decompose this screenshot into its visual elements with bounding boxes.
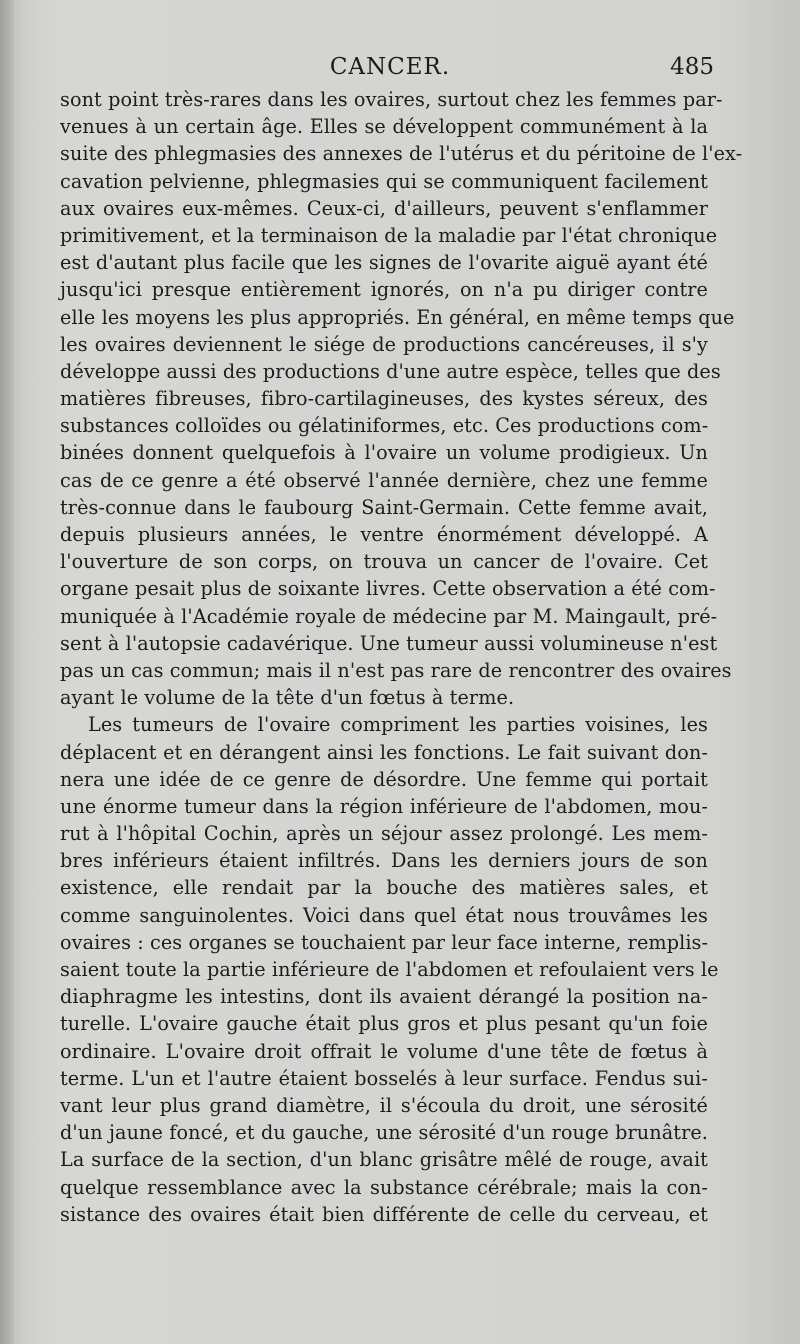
text-line: venues à un certain âge. Elles se développent communément à la [60,115,708,139]
page-number: 485 [670,54,714,80]
text-line: sent à l'autopsie cadavérique. Une tumeur aussi volumineuse n'est [60,631,718,655]
text-line: d'un jaune foncé, et du gauche, une sérosité d'un rouge brunâtre. [60,1121,708,1145]
text-line: sistance des ovaires était bien différente de celle du cerveau, et [60,1202,708,1226]
text-line: terme. L'un et l'autre étaient bosselés à leur surface. Fendus sui- [60,1066,708,1090]
text-line: jusqu'ici presque entièrement ignorés, on n'a pu diriger contre [60,278,708,302]
text-line: cavation pelvienne, phlegmasies qui se communiquent facilement [60,169,708,193]
text-line: nera une idée de ce genre de désordre. Une femme qui portait [60,767,708,791]
running-head: CANCER. [329,54,451,80]
text-line: cas de ce genre a été observé l'année dernière, chez une femme [60,468,708,492]
text-line: binées donnent quelquefois à l'ovaire un volume prodigieux. Un [60,441,708,465]
text-line: saient toute la partie inférieure de l'abdomen et refoulaient vers le [60,958,719,981]
text-line: ordinaire. L'ovaire droit offrait le volume d'une tête de fœtus à [60,1039,708,1063]
text-line: développe aussi des productions d'une autre espèce, telles que des [60,359,721,383]
text-line: diaphragme les intestins, dont ils avaient dérangé la position na- [60,985,708,1009]
text-line: l'ouverture de son corps, on trouva un cancer de l'ovaire. Cet [60,550,708,574]
body-text [60,86,743,1228]
text-line: depuis plusieurs années, le ventre énormément développé. A [60,523,708,546]
text-line: quelque ressemblance avec la substance cérébrale; mais la con- [60,1175,708,1199]
text-line: turelle. L'ovaire gauche était plus gros et plus pesant qu'un foie [60,1012,708,1036]
text-line: ovaires : ces organes se touchaient par leur face interne, remplis- [60,930,709,954]
text-line: une énorme tumeur dans la région inférieure de l'abdomen, mou- [60,794,708,818]
page-gutter [0,0,14,1344]
text-line: suite des phlegmasies des annexes de l'utérus et du péritoine de l'ex- [60,142,743,166]
text-line: sont point très-rares dans les ovaires, surtout chez les femmes par- [60,88,723,111]
text-line: comme sanguinolentes. Voici dans quel état nous trouvâmes les [60,903,708,927]
text-line: est d'autant plus facile que les signes de l'ovarite aiguë ayant été [60,251,708,275]
text-line: pas un cas commun; mais il n'est pas rare de rencontrer des ovaires [60,658,732,682]
text-line: les ovaires deviennent le siége de productions cancéreuses, il s'y [60,332,708,356]
paragraph [60,711,719,1228]
paragraph [60,86,743,711]
text-line: rut à l'hôpital Cochin, après un séjour assez prolongé. Les mem- [60,822,708,846]
text-line: déplacent et en dérangent ainsi les fonctions. Le fait suivant don- [60,740,708,764]
page-header [60,52,720,88]
text-line: très-connue dans le faubourg Saint-Germain. Cette femme avait, [60,495,708,519]
text-line: ayant le volume de la tête d'un fœtus à terme. [60,686,515,710]
text-line: primitivement, et la terminaison de la maladie par l'état chronique [60,223,718,247]
text-line: vant leur plus grand diamètre, il s'écoula du droit, une sérosité [60,1093,708,1117]
text-line: elle les moyens les plus appropriés. En général, en même temps que [60,305,735,329]
text-line: Les tumeurs de l'ovaire compriment les parties voisines, les [88,713,708,737]
text-line: existence, elle rendait par la bouche des matières sales, et [60,876,708,900]
text-line: La surface de la section, d'un blanc grisâtre mêlé de rouge, avait [60,1148,708,1172]
text-line: substances colloïdes ou gélatiniformes, etc. Ces productions com- [60,414,709,438]
text-line: organe pesait plus de soixante livres. Cette observation a été com- [60,577,716,601]
text-line: muniquée à l'Académie royale de médecine par M. Maingault, pré- [60,604,718,628]
text-line: bres inférieurs étaient infiltrés. Dans les derniers jours de son [60,849,708,873]
text-line: matières fibreuses, fibro-cartilagineuses, des kystes séreux, des [60,387,708,411]
text-line: aux ovaires eux-mêmes. Ceux-ci, d'ailleurs, peuvent s'enflammer [60,196,708,220]
